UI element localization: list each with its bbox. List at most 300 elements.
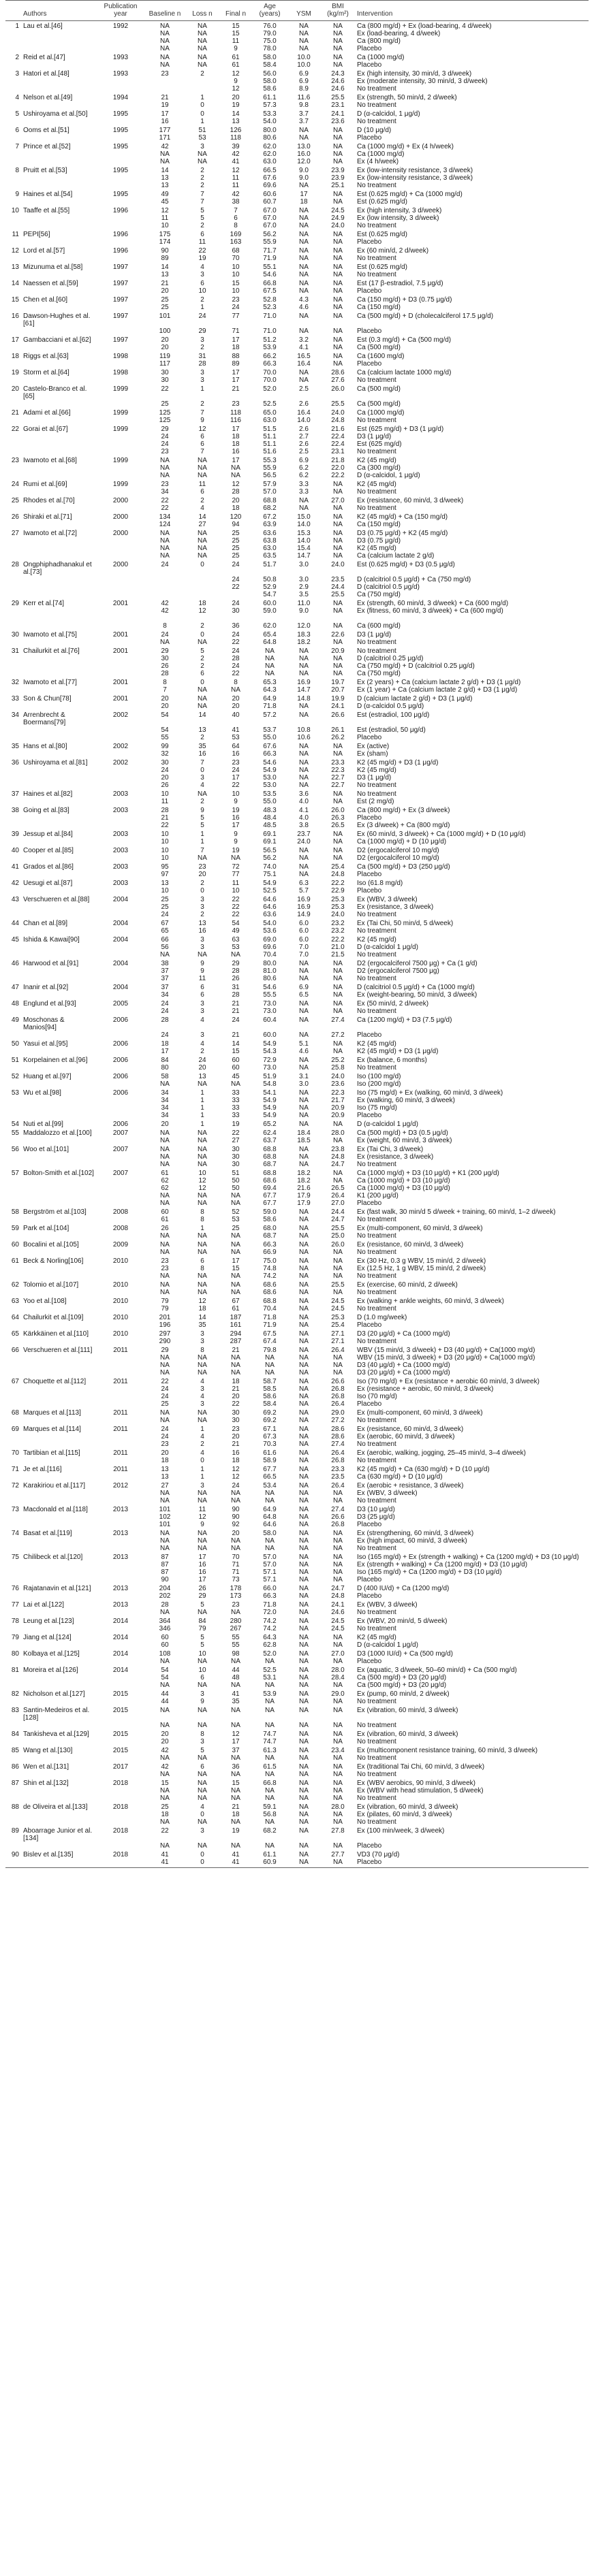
- baseline-n: 10: [161, 854, 169, 862]
- bmi: 24.0: [331, 1073, 345, 1080]
- baseline-n: 60: [161, 1641, 169, 1649]
- publication-year-empty: [97, 1576, 144, 1583]
- study-number-empty: [5, 991, 22, 999]
- baseline-n: 10: [161, 838, 169, 846]
- publication-year-empty: [97, 1112, 144, 1119]
- ysm: NA: [299, 1305, 309, 1313]
- intervention: Placebo: [357, 287, 382, 295]
- bmi: 25.8: [331, 1064, 345, 1072]
- loss-n: 9: [200, 1698, 204, 1705]
- study-authors: Rajatanavin et al.[121]: [23, 1585, 91, 1592]
- age-years: 63.0: [263, 545, 277, 552]
- intervention: No treatment: [357, 782, 396, 789]
- loss-n: 10: [198, 287, 206, 295]
- publication-year-empty: [97, 61, 144, 69]
- bmi: 24.1: [331, 110, 345, 118]
- age-years: 53.9: [263, 1690, 277, 1698]
- loss-n: NA: [198, 158, 207, 165]
- loss-n: 22: [198, 247, 206, 255]
- final-n: 22: [232, 911, 240, 918]
- bmi: 23.6: [331, 118, 345, 125]
- study-number-empty: [5, 1048, 22, 1055]
- baseline-n: 28: [161, 807, 169, 814]
- bmi: 24.5: [331, 1298, 345, 1305]
- loss-n: 0: [200, 679, 204, 686]
- intervention: Est (0.625 mg/d): [357, 231, 407, 238]
- intervention: Placebo: [357, 327, 382, 335]
- study-authors-empty: [22, 118, 97, 125]
- age-years: 61.6: [263, 1449, 277, 1457]
- intervention: Ca (500 mg/d): [357, 385, 401, 393]
- age-years: 71.9: [263, 255, 277, 262]
- ysm: NA: [299, 22, 309, 30]
- final-n: 27: [232, 1137, 240, 1144]
- ysm: NA: [299, 1521, 309, 1528]
- study-authors: Macdonald et al.[118]: [23, 1506, 88, 1513]
- final-n: 25: [232, 552, 240, 560]
- ysm: NA: [299, 759, 309, 767]
- ysm: NA: [299, 1121, 309, 1128]
- ysm: 14.9: [297, 911, 311, 918]
- ysm: 3.8: [299, 822, 309, 829]
- publication-year: 1994: [112, 94, 129, 101]
- table-row: [5, 1513, 589, 1521]
- loss-n: 16: [198, 750, 206, 758]
- publication-year: 2011: [113, 1409, 128, 1417]
- intervention: Placebo: [357, 814, 382, 822]
- study-authors-empty: [22, 607, 97, 615]
- loss-n: NA: [198, 1192, 207, 1200]
- ysm: 21.6: [297, 1185, 311, 1192]
- bmi: NA: [333, 1787, 343, 1794]
- table-row: [5, 21, 589, 31]
- bmi: 26.5: [331, 822, 345, 829]
- study-number: 57: [11, 1170, 19, 1177]
- table-row: [5, 655, 589, 662]
- age-years: 58.0: [263, 54, 277, 61]
- publication-year: 2010: [112, 1281, 129, 1289]
- study-number-empty: [5, 576, 22, 583]
- publication-year-empty: [97, 101, 144, 109]
- final-n: 12: [232, 167, 240, 174]
- bmi: NA: [333, 1681, 343, 1689]
- loss-n: NA: [198, 1545, 207, 1552]
- table-row: [5, 1583, 589, 1592]
- publication-year-empty: [97, 1161, 144, 1168]
- loss-n: 9: [200, 1521, 204, 1528]
- final-n: 15: [232, 30, 240, 37]
- loss-n: 5: [200, 822, 204, 829]
- publication-year: 2000: [112, 497, 129, 504]
- age-years: NA: [265, 1490, 275, 1497]
- final-n: 20: [232, 497, 240, 504]
- ysm: NA: [299, 1281, 309, 1289]
- publication-year-empty: [97, 1537, 144, 1545]
- baseline-n: 80: [161, 1064, 169, 1072]
- ysm: NA: [299, 1409, 309, 1417]
- baseline-n: 37: [161, 967, 169, 975]
- final-n: 41: [232, 726, 240, 734]
- study-number-empty: [5, 1561, 22, 1568]
- baseline-n: 44: [161, 1690, 169, 1698]
- bmi: NA: [333, 1754, 343, 1762]
- publication-year-empty: [97, 1787, 144, 1794]
- intervention: D (α-calcidol 0.5 μg/d): [357, 703, 424, 710]
- ysm: NA: [299, 1298, 309, 1305]
- study-number: 20: [11, 385, 19, 393]
- final-n: 92: [232, 1521, 240, 1528]
- ysm: 18.2: [297, 1170, 311, 1177]
- loss-n: NA: [198, 1842, 207, 1850]
- ysm: NA: [299, 1400, 309, 1408]
- loss-n: NA: [198, 1362, 207, 1369]
- intervention: Ex (2 years) + Ca (calcium lactate 2 g/d) + D3 (1 μg/d): [357, 679, 521, 686]
- ysm: 4.6: [299, 1048, 309, 1055]
- final-n: 70: [232, 255, 240, 262]
- table-row: [5, 85, 589, 93]
- final-n: NA: [231, 1241, 240, 1249]
- ysm: NA: [299, 1347, 309, 1354]
- publication-year: 2009: [112, 1241, 129, 1249]
- study-authors-empty: [22, 30, 97, 37]
- intervention: Ex (WBV, 3 d/week): [357, 1490, 418, 1497]
- final-n: 25: [232, 1225, 240, 1232]
- loss-n: 2: [200, 182, 204, 189]
- final-n: 21: [232, 1000, 240, 1008]
- final-n: 28: [232, 991, 240, 999]
- ysm: 10.0: [297, 54, 311, 61]
- final-n: 169: [230, 231, 242, 238]
- loss-n: NA: [198, 1609, 207, 1616]
- final-n: 17: [232, 457, 240, 464]
- age-years: NA: [265, 1818, 275, 1826]
- bmi: NA: [333, 1561, 343, 1568]
- final-n: 44: [232, 1667, 240, 1674]
- baseline-n: 196: [159, 1321, 171, 1329]
- publication-year-empty: [97, 1305, 144, 1313]
- table-row: [5, 734, 589, 741]
- study-number-empty: [5, 871, 22, 878]
- intervention: No treatment: [357, 975, 396, 982]
- study-number-empty: [5, 1177, 22, 1185]
- loss-n: NA: [198, 537, 207, 545]
- study-number: 65: [11, 1330, 19, 1338]
- table-row: [5, 1265, 589, 1272]
- intervention: Ex (strength + walking) + Ca (1200 mg/d) + D3 (10 μg/d): [357, 1561, 528, 1568]
- study-authors: Ongphiphadhanakul et al.[73]: [23, 561, 92, 576]
- bmi: 22.7: [331, 774, 345, 782]
- age-years: 75.1: [263, 871, 277, 878]
- ysm: 3.6: [299, 790, 309, 798]
- table-row: [5, 262, 589, 271]
- publication-year-empty: [97, 1609, 144, 1616]
- bmi: NA: [333, 30, 343, 37]
- loss-n: NA: [198, 30, 207, 37]
- study-authors: Korpelainen et al.[96]: [23, 1057, 88, 1064]
- age-years: 74.8: [263, 1265, 277, 1272]
- study-authors-empty: [22, 504, 97, 512]
- final-n: 20: [232, 94, 240, 101]
- baseline-n: NA: [160, 1530, 170, 1537]
- loss-n: 2: [200, 655, 204, 662]
- study-number: 62: [11, 1281, 19, 1289]
- study-number: 19: [11, 369, 19, 376]
- bmi: 27.2: [331, 1417, 345, 1424]
- baseline-n: 20: [161, 695, 169, 703]
- study-authors: Moschonas & Manios[94]: [23, 1016, 65, 1031]
- table-row: [5, 630, 589, 639]
- ysm: NA: [299, 1625, 309, 1632]
- publication-year-empty: [97, 1031, 144, 1039]
- study-authors-empty: [22, 417, 97, 424]
- ysm: 3.0: [299, 561, 309, 568]
- publication-year: 1998: [112, 369, 129, 376]
- final-n: 21: [232, 1440, 240, 1448]
- intervention: No treatment: [357, 182, 396, 189]
- intervention: Placebo: [357, 1112, 382, 1119]
- baseline-n: NA: [160, 951, 170, 959]
- publication-year-empty: [97, 670, 144, 677]
- ysm: NA: [299, 1064, 309, 1072]
- study-authors-empty: [22, 1080, 97, 1088]
- baseline-n: NA: [160, 1545, 170, 1552]
- bmi: [320, 615, 356, 622]
- intervention: No treatment: [357, 504, 396, 512]
- study-authors: Karakiriou et al.[117]: [23, 1482, 85, 1490]
- bmi: NA: [333, 304, 343, 311]
- bmi: 21.5: [331, 951, 345, 959]
- age-years: 66.3: [263, 1592, 277, 1600]
- study-authors: Storm et al.[64]: [23, 369, 69, 376]
- publication-year-empty: [97, 591, 144, 598]
- study-authors: Naessen et al.[59]: [23, 280, 78, 287]
- ysm: 4.6: [299, 304, 309, 311]
- ysm: NA: [299, 1818, 309, 1826]
- age-years: 56.0: [263, 70, 277, 78]
- final-n: NA: [231, 1787, 240, 1794]
- study-authors-empty: [22, 1738, 97, 1745]
- intervention: Placebo: [357, 871, 382, 878]
- loss-n: NA: [198, 1354, 207, 1362]
- table-row: [5, 1850, 589, 1858]
- ysm: 9.0: [299, 167, 309, 174]
- final-n: NA: [231, 1289, 240, 1296]
- bmi: NA: [333, 37, 343, 45]
- bmi: NA: [333, 622, 343, 630]
- publication-year: 2017: [112, 1763, 129, 1771]
- intervention: Ex (multicomponent resistance training, 60 min/d, 3 d/week): [357, 1747, 538, 1754]
- bmi: NA: [333, 1794, 343, 1802]
- age-years: 48.3: [263, 807, 277, 814]
- table-row: [5, 528, 589, 537]
- study-number: 87: [11, 1780, 19, 1787]
- table-row: [5, 1313, 589, 1321]
- bmi: 23.9: [331, 174, 345, 182]
- age-years: NA: [265, 1354, 275, 1362]
- ysm: 3.7: [299, 110, 309, 118]
- ysm: NA: [299, 711, 309, 719]
- final-n: 15: [232, 280, 240, 287]
- intervention: Ex (vibration, 60 min/d, 3 d/week): [357, 1730, 458, 1738]
- age-years: 65.3: [263, 679, 277, 686]
- loss-n: NA: [198, 1289, 207, 1296]
- age-years: 68.6: [263, 1177, 277, 1185]
- publication-year-empty: [97, 488, 144, 496]
- loss-n: 3: [200, 903, 204, 911]
- bmi: 21.0: [331, 944, 345, 951]
- ysm: NA: [299, 1314, 309, 1321]
- age-years: 72.9: [263, 1057, 277, 1064]
- loss-n: NA: [198, 545, 207, 552]
- publication-year: 1992: [112, 22, 129, 30]
- bmi: 24.0: [331, 561, 345, 568]
- baseline-n: 18: [161, 1811, 169, 1818]
- baseline-n: 32: [161, 750, 169, 758]
- bmi: 23.2: [331, 927, 345, 935]
- baseline-n: 24: [161, 1433, 169, 1440]
- loss-n: [185, 615, 219, 622]
- study-authors: Pruitt et al.[53]: [23, 167, 67, 174]
- study-authors-empty: [22, 1609, 97, 1616]
- ysm: 2.5: [299, 385, 309, 393]
- table-row: [5, 1818, 589, 1826]
- baseline-n: NA: [160, 1609, 170, 1616]
- age-years: 64.3: [263, 686, 277, 694]
- study-authors-empty: [22, 1031, 97, 1039]
- baseline-n: 34: [161, 1112, 169, 1119]
- ysm: NA: [299, 1763, 309, 1771]
- table-row: [5, 45, 589, 52]
- ysm: NA: [299, 1330, 309, 1338]
- age-years: 66.3: [263, 750, 277, 758]
- study-number-empty: [5, 639, 22, 646]
- study-number: 7: [15, 143, 19, 150]
- final-n: 18: [232, 1457, 240, 1464]
- intervention: K2 (45 mg/d) + D3 (1 μg/d): [357, 759, 439, 767]
- baseline-n: NA: [160, 1369, 170, 1376]
- final-n: 38: [232, 198, 240, 206]
- intervention: D (1.0 mg/week): [357, 1314, 407, 1321]
- publication-year-empty: [97, 304, 144, 311]
- study-number-empty: [5, 1674, 22, 1681]
- bmi: NA: [333, 1362, 343, 1369]
- study-number: 74: [11, 1530, 19, 1537]
- baseline-n: 21: [161, 94, 169, 101]
- publication-year: 1997: [112, 296, 129, 304]
- table-row: [5, 1137, 589, 1144]
- final-n: 30: [232, 607, 240, 615]
- baseline-n: 61: [161, 1216, 169, 1223]
- bmi: 19.9: [331, 695, 345, 703]
- intervention: Ca (500 mg/d) + D (cholecalciferol 17.5 μg/d): [357, 312, 494, 320]
- bmi: 26.4: [331, 1449, 345, 1457]
- bmi: 22.0: [331, 464, 345, 472]
- loss-n: NA: [198, 1780, 207, 1787]
- publication-year: 1993: [112, 70, 129, 78]
- study-authors: Reid et al.[47]: [23, 54, 65, 61]
- ysm: 16.0: [297, 150, 311, 158]
- loss-n: NA: [198, 1681, 207, 1689]
- study-authors: Going et al.[83]: [23, 807, 69, 814]
- study-authors-empty: [22, 583, 97, 591]
- table-row: [5, 1528, 589, 1537]
- baseline-n: 24: [161, 440, 169, 448]
- study-authors-empty: [22, 1568, 97, 1576]
- loss-n: 8: [200, 1265, 204, 1272]
- baseline-n: 21: [161, 814, 169, 822]
- study-number-empty: [5, 101, 22, 109]
- final-n: 94: [232, 521, 240, 528]
- ysm: NA: [299, 1216, 309, 1223]
- study-number-empty: [5, 670, 22, 677]
- bmi: 27.4: [331, 1506, 345, 1513]
- loss-n: 13: [198, 726, 206, 734]
- study-number: 16: [11, 312, 19, 320]
- study-authors: Grados et al.[86]: [23, 863, 74, 871]
- age-years: 70.0: [263, 376, 277, 384]
- ysm: 6.0: [299, 927, 309, 935]
- age-years: 71.9: [263, 1321, 277, 1329]
- final-n: 40: [232, 711, 240, 719]
- intervention: No treatment: [357, 448, 396, 455]
- publication-year-empty: [97, 951, 144, 959]
- table-row: [5, 1393, 589, 1400]
- study-authors: Bolton-Smith et al.[102]: [23, 1170, 94, 1177]
- publication-year-empty: [97, 750, 144, 758]
- loss-n: NA: [198, 1787, 207, 1794]
- table-row: [5, 78, 589, 85]
- bmi: 26.4: [331, 1347, 345, 1354]
- ysm: NA: [299, 497, 309, 504]
- intervention: D3 (20 μg/d) + Ca (1000 mg/d): [357, 1369, 450, 1376]
- intervention: Ex (Tai Chi, 3 d/week): [357, 1146, 424, 1153]
- bmi: 28.0: [331, 1667, 345, 1674]
- table-row: [5, 512, 589, 521]
- age-years: 51.5: [263, 425, 277, 433]
- final-n: NA: [231, 1192, 240, 1200]
- age-years: 68.8: [263, 1146, 277, 1153]
- age-years: 66.5: [263, 1473, 277, 1481]
- baseline-n: 54: [161, 711, 169, 719]
- study-authors-empty: [22, 85, 97, 93]
- intervention: Ex (multi-component, 60 min/d, 3 d/week): [357, 1409, 483, 1417]
- intervention: Est (0.625 mg/d) + D3 (0.5 μg/d): [357, 561, 455, 568]
- publication-year: 2007: [112, 1170, 129, 1177]
- study-number: 37: [11, 790, 19, 798]
- final-n: NA: [231, 1369, 240, 1376]
- bmi: 20.9: [331, 1104, 345, 1112]
- baseline-n: 34: [161, 1089, 169, 1097]
- study-number-empty: [5, 622, 22, 630]
- loss-n: 5: [200, 214, 204, 222]
- study-authors-empty: [22, 615, 97, 622]
- study-authors: Kärkkäinen et al.[110]: [23, 1330, 89, 1338]
- table-row: [5, 1858, 589, 1866]
- table-row: [5, 1561, 589, 1568]
- baseline-n: 22: [161, 1827, 169, 1835]
- study-number-empty: [5, 662, 22, 670]
- ysm: NA: [299, 1457, 309, 1464]
- study-number: 43: [11, 896, 19, 903]
- intervention: Ca (500 mg/d): [357, 400, 401, 408]
- publication-year-empty: [97, 1400, 144, 1408]
- bmi: 26.6: [331, 1513, 345, 1521]
- final-n: NA: [231, 464, 240, 472]
- study-authors-empty: [22, 1216, 97, 1223]
- study-number: 8: [15, 167, 19, 174]
- baseline-n: NA: [160, 30, 170, 37]
- publication-year-empty: [97, 1177, 144, 1185]
